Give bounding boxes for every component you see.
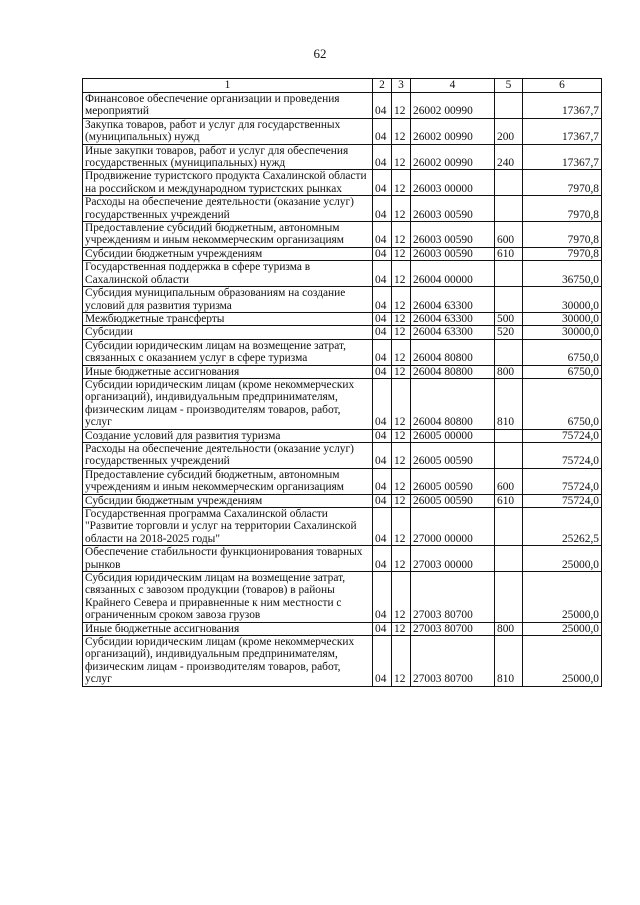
expense-type-cell	[495, 442, 523, 468]
expense-type-cell	[495, 170, 523, 196]
row-name-cell: Субсидия муниципальным образованиям на создание условий для развития туризма	[83, 287, 373, 313]
amount-cell: 30000,0	[523, 326, 602, 339]
target-article-cell: 26004 63300	[411, 326, 495, 339]
table-row	[83, 429, 602, 442]
table-row	[83, 546, 602, 572]
row-name-cell: Расходы на обеспечение деятельности (оказание услуг) государственных учреждений	[83, 196, 373, 222]
amount-cell: 7970,8	[523, 196, 602, 222]
amount-cell: 25000,0	[523, 636, 602, 687]
table-row	[83, 468, 602, 494]
row-name-cell: Обеспечение стабильности функционирования товарных рынков	[83, 546, 373, 572]
budget-table	[82, 78, 602, 687]
subsection-code-cell: 12	[392, 222, 411, 248]
column-header: 4	[411, 79, 495, 93]
amount-cell: 7970,8	[523, 247, 602, 260]
table-row	[83, 442, 602, 468]
expense-type-cell: 800	[495, 365, 523, 378]
row-name-cell: Предоставление субсидий бюджетным, автономным учреждениям и иным некоммерческим организациям	[83, 468, 373, 494]
subsection-code-cell: 12	[392, 429, 411, 442]
target-article-cell: 26003 00000	[411, 170, 495, 196]
expense-type-cell: 610	[495, 494, 523, 507]
amount-cell: 17367,7	[523, 144, 602, 170]
target-article-cell: 26004 80800	[411, 378, 495, 429]
amount-cell: 75724,0	[523, 494, 602, 507]
table-row	[83, 572, 602, 623]
expense-type-cell	[495, 93, 523, 119]
amount-cell: 30000,0	[523, 312, 602, 325]
expense-type-cell: 240	[495, 144, 523, 170]
expense-type-cell: 600	[495, 468, 523, 494]
amount-cell: 75724,0	[523, 468, 602, 494]
section-code-cell: 04	[373, 546, 392, 572]
subsection-code-cell: 12	[392, 378, 411, 429]
row-name-cell: Субсидии юридическим лицам на возмещение затрат, связанных с оказанием услуг в сфере туризма	[83, 339, 373, 365]
target-article-cell: 27000 00000	[411, 508, 495, 546]
section-code-cell: 04	[373, 378, 392, 429]
amount-cell: 25000,0	[523, 572, 602, 623]
row-name-cell: Субсидии бюджетным учреждениям	[83, 247, 373, 260]
amount-cell: 6750,0	[523, 378, 602, 429]
section-code-cell: 04	[373, 468, 392, 494]
section-code-cell: 04	[373, 572, 392, 623]
expense-type-cell: 600	[495, 222, 523, 248]
row-name-cell: Субсидии юридическим лицам (кроме некоммерческих организаций), индивидуальным предпринимателям, физическим лицам - производителям товаров, работ, услуг	[83, 378, 373, 429]
table-header-row	[83, 79, 602, 93]
target-article-cell: 26003 00590	[411, 222, 495, 248]
amount-cell: 25000,0	[523, 546, 602, 572]
table-row	[83, 326, 602, 339]
section-code-cell: 04	[373, 222, 392, 248]
page-number: 62	[313, 46, 327, 61]
row-name-cell: Иные закупки товаров, работ и услуг для обеспечения государственных (муниципальных) нужд	[83, 144, 373, 170]
amount-cell: 75724,0	[523, 429, 602, 442]
section-code-cell: 04	[373, 144, 392, 170]
table-row	[83, 170, 602, 196]
section-code-cell: 04	[373, 429, 392, 442]
section-code-cell: 04	[373, 118, 392, 144]
section-code-cell: 04	[373, 508, 392, 546]
column-header: 5	[495, 79, 523, 93]
column-header: 3	[392, 79, 411, 93]
table-row	[83, 93, 602, 119]
row-name-cell: Субсидия юридическим лицам на возмещение затрат, связанных с завозом продукции (товаров) в районы Крайнего Севера и приравненные к ним местности с ограниченным сроком завоза грузов	[83, 572, 373, 623]
row-name-cell: Межбюджетные трансферты	[83, 312, 373, 325]
target-article-cell: 26003 00590	[411, 196, 495, 222]
target-article-cell: 27003 80700	[411, 636, 495, 687]
section-code-cell: 04	[373, 93, 392, 119]
table-row	[83, 222, 602, 248]
table-row	[83, 196, 602, 222]
subsection-code-cell: 12	[392, 287, 411, 313]
target-article-cell: 26002 00990	[411, 144, 495, 170]
subsection-code-cell: 12	[392, 572, 411, 623]
table-row	[83, 378, 602, 429]
target-article-cell: 27003 00000	[411, 546, 495, 572]
subsection-code-cell: 12	[392, 546, 411, 572]
expense-type-cell	[495, 429, 523, 442]
row-name-cell: Субсидии бюджетным учреждениям	[83, 494, 373, 507]
subsection-code-cell: 12	[392, 622, 411, 635]
subsection-code-cell: 12	[392, 494, 411, 507]
section-code-cell: 04	[373, 261, 392, 287]
amount-cell: 7970,8	[523, 222, 602, 248]
target-article-cell: 26002 00990	[411, 118, 495, 144]
row-name-cell: Государственная программа Сахалинской области "Развитие торговли и услуг на территории Сахалинской области на 2018-2025 годы"	[83, 508, 373, 546]
section-code-cell: 04	[373, 326, 392, 339]
expense-type-cell	[495, 508, 523, 546]
subsection-code-cell: 12	[392, 93, 411, 119]
row-name-cell: Иные бюджетные ассигнования	[83, 622, 373, 635]
target-article-cell: 26005 00590	[411, 442, 495, 468]
section-code-cell: 04	[373, 622, 392, 635]
target-article-cell: 26005 00590	[411, 494, 495, 507]
table-row	[83, 287, 602, 313]
row-name-cell: Продвижение туристского продукта Сахалинской области на российском и международном туристских рынках	[83, 170, 373, 196]
table-row	[83, 622, 602, 635]
table-row	[83, 339, 602, 365]
table-row	[83, 312, 602, 325]
amount-cell: 75724,0	[523, 442, 602, 468]
column-header: 6	[523, 79, 602, 93]
target-article-cell: 26005 00000	[411, 429, 495, 442]
table-row	[83, 508, 602, 546]
section-code-cell: 04	[373, 287, 392, 313]
row-name-cell: Предоставление субсидий бюджетным, автономным учреждениям и иным некоммерческим организациям	[83, 222, 373, 248]
expense-type-cell: 810	[495, 636, 523, 687]
table-row	[83, 636, 602, 687]
row-name-cell: Государственная поддержка в сфере туризма в Сахалинской области	[83, 261, 373, 287]
expense-type-cell	[495, 546, 523, 572]
subsection-code-cell: 12	[392, 636, 411, 687]
row-name-cell: Субсидии	[83, 326, 373, 339]
subsection-code-cell: 12	[392, 508, 411, 546]
target-article-cell: 26005 00590	[411, 468, 495, 494]
subsection-code-cell: 12	[392, 170, 411, 196]
amount-cell: 6750,0	[523, 339, 602, 365]
section-code-cell: 04	[373, 494, 392, 507]
column-header: 1	[83, 79, 373, 93]
expense-type-cell: 610	[495, 247, 523, 260]
section-code-cell: 04	[373, 312, 392, 325]
target-article-cell: 26004 63300	[411, 312, 495, 325]
target-article-cell: 27003 80700	[411, 622, 495, 635]
target-article-cell: 26004 00000	[411, 261, 495, 287]
row-name-cell: Иные бюджетные ассигнования	[83, 365, 373, 378]
subsection-code-cell: 12	[392, 247, 411, 260]
subsection-code-cell: 12	[392, 326, 411, 339]
target-article-cell: 26004 80800	[411, 339, 495, 365]
target-article-cell: 27003 80700	[411, 572, 495, 623]
subsection-code-cell: 12	[392, 261, 411, 287]
subsection-code-cell: 12	[392, 144, 411, 170]
target-article-cell: 26002 00990	[411, 93, 495, 119]
section-code-cell: 04	[373, 196, 392, 222]
target-article-cell: 26004 80800	[411, 365, 495, 378]
table-row	[83, 494, 602, 507]
section-code-cell: 04	[373, 442, 392, 468]
target-article-cell: 26003 00590	[411, 247, 495, 260]
expense-type-cell	[495, 287, 523, 313]
amount-cell: 7970,8	[523, 170, 602, 196]
amount-cell: 17367,7	[523, 118, 602, 144]
section-code-cell: 04	[373, 365, 392, 378]
row-name-cell: Финансовое обеспечение организации и проведения мероприятий	[83, 93, 373, 119]
column-header: 2	[373, 79, 392, 93]
subsection-code-cell: 12	[392, 118, 411, 144]
row-name-cell: Создание условий для развития туризма	[83, 429, 373, 442]
table-row	[83, 144, 602, 170]
subsection-code-cell: 12	[392, 442, 411, 468]
amount-cell: 6750,0	[523, 365, 602, 378]
row-name-cell: Закупка товаров, работ и услуг для государственных (муниципальных) нужд	[83, 118, 373, 144]
table-row	[83, 365, 602, 378]
expense-type-cell	[495, 261, 523, 287]
table-row	[83, 118, 602, 144]
amount-cell: 25000,0	[523, 622, 602, 635]
expense-type-cell: 500	[495, 312, 523, 325]
target-article-cell: 26004 63300	[411, 287, 495, 313]
amount-cell: 30000,0	[523, 287, 602, 313]
expense-type-cell	[495, 572, 523, 623]
expense-type-cell: 810	[495, 378, 523, 429]
expense-type-cell	[495, 196, 523, 222]
expense-type-cell: 520	[495, 326, 523, 339]
row-name-cell: Субсидии юридическим лицам (кроме некоммерческих организаций), индивидуальным предпринимателям, физическим лицам - производителям товаров, работ, услуг	[83, 636, 373, 687]
subsection-code-cell: 12	[392, 196, 411, 222]
table-row	[83, 247, 602, 260]
section-code-cell: 04	[373, 247, 392, 260]
section-code-cell: 04	[373, 339, 392, 365]
subsection-code-cell: 12	[392, 365, 411, 378]
subsection-code-cell: 12	[392, 339, 411, 365]
section-code-cell: 04	[373, 170, 392, 196]
expense-type-cell: 200	[495, 118, 523, 144]
amount-cell: 36750,0	[523, 261, 602, 287]
expense-type-cell	[495, 339, 523, 365]
section-code-cell: 04	[373, 636, 392, 687]
expense-type-cell: 800	[495, 622, 523, 635]
row-name-cell: Расходы на обеспечение деятельности (оказание услуг) государственных учреждений	[83, 442, 373, 468]
table-row	[83, 261, 602, 287]
subsection-code-cell: 12	[392, 468, 411, 494]
amount-cell: 25262,5	[523, 508, 602, 546]
subsection-code-cell: 12	[392, 312, 411, 325]
amount-cell: 17367,7	[523, 93, 602, 119]
